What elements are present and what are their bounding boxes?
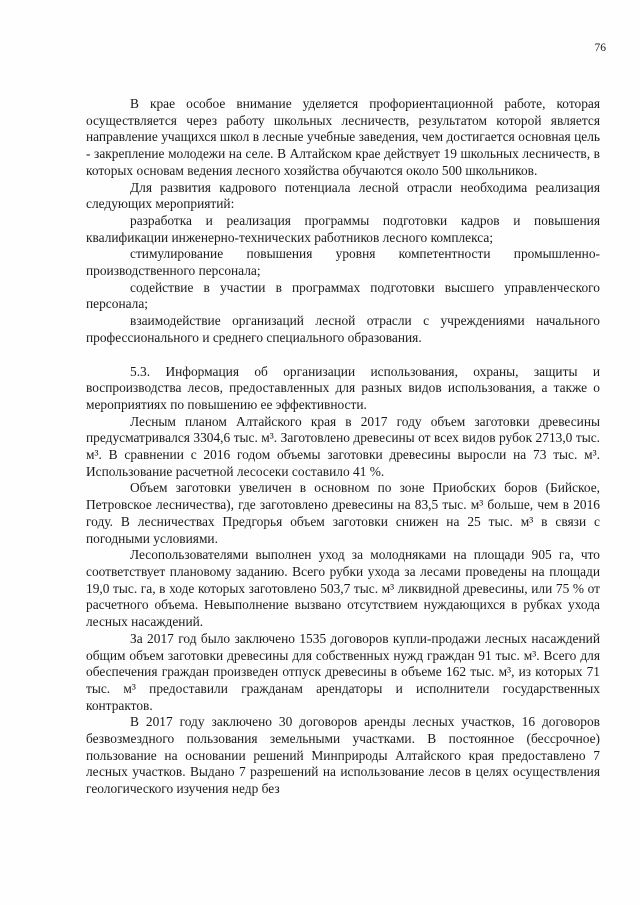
document-body — [86, 96, 600, 798]
paragraph-sale-contracts: За 2017 год было заключено 1535 договоров купли-продажи лесных насаждений общим объем заготовки древесины для собственных нужд граждан 91 тыс. м³. Всего для обеспечения граждан произведен отпуск древесины в объеме 162 тыс. м³, из которых 71 тыс. м³ предоставили гражданам арендаторы и исполнители государственных контрактов. — [86, 630, 600, 713]
paragraph-career-guidance: В крае особое внимание уделяется профориентационной работе, которая осуществляется через работу школьных лесничеств, результатом которой является направление учащихся школ в лесные учебные заведения, чем достигается основная цель - закрепление молодежи на селе. В Алтайском крае действует 19 школьных лесничеств, в которых основам ведения лесного хозяйства обучаются около 500 школьников. — [86, 96, 600, 178]
list-item-training-program: разработка и реализация программы подготовки кадров и повышения квалификации инженерно-технических работников лесного комплекса; — [86, 212, 600, 245]
paragraph-lease-contracts: В 2017 году заключено 30 договоров аренды лесных участков, 16 договоров безвозмездного пользования земельными участками. В постоянное (бессрочное) пользование на основании решений Минприроды Алтайского края предоставлено 7 лесных участков. Выдано 7 разрешений на использование лесов в целях осуществления геологического изучения недр без — [86, 714, 600, 797]
list-item-education-cooperation: взаимодействие организаций лесной отрасли с учреждениями начального профессионального и среднего специального образования. — [86, 313, 600, 345]
list-item-management-training: содействие в участии в программах подготовки высшего управленческого персонала; — [86, 279, 600, 312]
paragraph-personnel-potential: Для развития кадрового потенциала лесной отрасли необходима реализация следующих мероприятий: — [86, 179, 600, 212]
paragraph-forest-care: Лесопользователями выполнен уход за молодняками на площади 905 га, что соответствует плановому заданию. Всего рубки ухода за лесами проведены на площади 19,0 тыс. га, в ходе которых заготовлено 503,7 тыс. м³ ликвидной древесины, или 75 % от расчетного объема. Невыполнение вызвано отсутствием нуждающихся в рубках ухода лесных насаждений. — [86, 547, 600, 630]
paragraph-harvest-volume: Лесным планом Алтайского края в 2017 году объем заготовки древесины предусматривался 3304,6 тыс. м³. Заготовлено древесины от всех видов рубок 2713,0 тыс. м³. В сравнении с 2016 годом объемы заготовки древесины выросли на 73 тыс. м³. Использование расчетной лесосеки составило 41 %. — [86, 413, 600, 479]
list-item-competence: стимулирование повышения уровня компетентности промышленно-производственного персонала; — [86, 246, 600, 279]
paragraph-spacer — [86, 347, 600, 364]
section-heading-5-3: 5.3. Информация об организации использования, охраны, защиты и воспроизводства лесов, предоставленных для разных видов использования, а также о мероприятиях по повышению ее эффективности. — [86, 363, 600, 412]
page-number: 76 — [594, 42, 606, 54]
paragraph-harvest-increase: Объем заготовки увеличен в основном по зоне Приобских боров (Бийское, Петровское лесничества), где заготовлено древесины на 83,5 тыс. м³ больше, чем в 2016 году. В лесничествах Предгорья объем заготовки снижен на 25 тыс. м³ в связи с погодными условиями. — [86, 480, 600, 546]
